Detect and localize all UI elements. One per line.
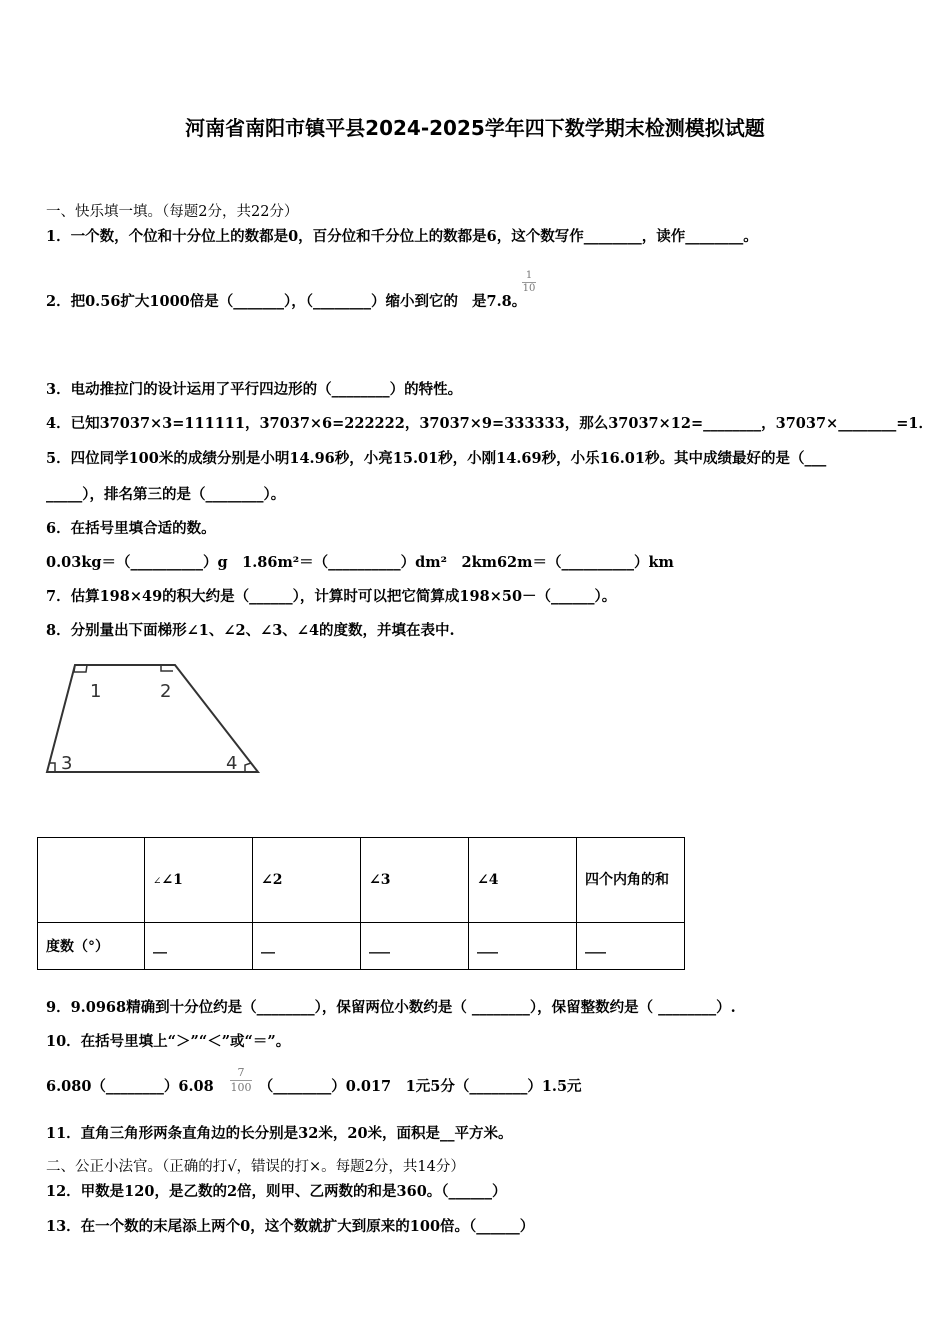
- angle-table: [37, 837, 685, 970]
- table-header-cell: ∠3: [361, 838, 469, 923]
- table-header-cell: ∠4: [469, 838, 577, 923]
- table-header-cell: ∠∠1: [145, 838, 253, 923]
- table-header-cell: 四个内角的和: [577, 838, 685, 923]
- question-10-items: [46, 1077, 582, 1097]
- question-2-text-end: 是7.8。: [472, 293, 527, 310]
- question-10: 10．在括号里填上“＞”“＜”或“＝”。: [46, 1033, 291, 1050]
- question-6: 6．在括号里填合适的数。: [46, 520, 216, 537]
- question-9: 9．9.0968精确到十分位约是（________），保留两位小数约是（ ________），保留整数约是（ ________）.: [46, 999, 736, 1016]
- section-1-heading: 一、快乐填一填。（每题2分，共22分）: [46, 204, 299, 220]
- table-row-label: 度数（°）: [38, 923, 145, 970]
- question-2: [46, 292, 526, 312]
- table-header-cell: [38, 838, 145, 923]
- comparison-2-3: （________）0.017 1元5分（________）1.5元: [258, 1078, 582, 1095]
- table-cell: ___: [577, 923, 685, 970]
- question-4: 4．已知37037×3=111111，37037×6=222222，37037×9=333333，那么37037×12=________，37037×________=1．: [46, 415, 933, 432]
- trapezoid-figure: [40, 655, 270, 780]
- table-header-row: [38, 838, 685, 923]
- fraction-1-10: [522, 270, 536, 295]
- question-6-items: 0.03kg＝（__________）g 1.86m²＝（__________）dm² 2km62m＝（__________）km: [46, 554, 674, 571]
- table-cell: __: [145, 923, 253, 970]
- fraction-7-100: [230, 1066, 252, 1095]
- fraction-denominator: 10: [522, 283, 536, 294]
- question-1: 1．一个数，个位和十分位上的数都是0，百分位和千分位上的数都是6，这个数写作________，读作________。: [46, 228, 758, 245]
- question-3: 3．电动推拉门的设计运用了平行四边形的（________）的特性。: [46, 381, 463, 398]
- comparison-1: 6.080（________）6.08: [46, 1078, 214, 1095]
- question-5-cont: _____），排名第三的是（________）。: [46, 486, 286, 503]
- question-13: 13．在一个数的末尾添上两个0，这个数就扩大到原来的100倍。（______）: [46, 1218, 535, 1235]
- fraction-denominator: 100: [230, 1081, 252, 1094]
- right-angle-mark: [74, 665, 87, 672]
- angle-mark: [50, 763, 55, 772]
- question-2-text: 2．把0.56扩大1000倍是（_______），（________）缩小到它的: [46, 293, 459, 310]
- header-text: ∠1: [161, 872, 183, 888]
- question-8: 8．分别量出下面梯形∠1、∠2、∠3、∠4的度数，并填在表中.: [46, 622, 455, 639]
- angle-label-4: 4: [226, 753, 238, 774]
- table-row: [38, 923, 685, 970]
- fraction-numerator: 1: [525, 270, 533, 281]
- section-2-heading: 二、公正小法官。（正确的打√，错误的打×。每题2分，共14分）: [46, 1159, 465, 1175]
- table-header-cell: ∠2: [253, 838, 361, 923]
- fraction-numerator: 7: [237, 1066, 245, 1079]
- table-cell: ___: [361, 923, 469, 970]
- question-7: 7．估算198×49的积大约是（______），计算时可以把它简算成198×50－（______）。: [46, 588, 617, 605]
- question-12: 12．甲数是120，是乙数的2倍，则甲、乙两数的和是360。（______）: [46, 1183, 507, 1200]
- angle-label-2: 2: [160, 681, 172, 702]
- question-11: 11．直角三角形两条直角边的长分别是32米，20米，面积是__平方米。: [46, 1125, 513, 1142]
- angle-label-3: 3: [61, 753, 73, 774]
- page-title: 河南省南阳市镇平县2024-2025学年四下数学期末检测模拟试题: [185, 116, 765, 140]
- angle-label-1: 1: [90, 681, 102, 702]
- angle-mark: [245, 763, 251, 772]
- question-5: 5．四位同学100米的成绩分别是小明14.96秒，小亮15.01秒，小刚14.69秒，小乐16.01秒。其中成绩最好的是（___: [46, 450, 827, 467]
- table-cell: __: [253, 923, 361, 970]
- table-cell: ___: [469, 923, 577, 970]
